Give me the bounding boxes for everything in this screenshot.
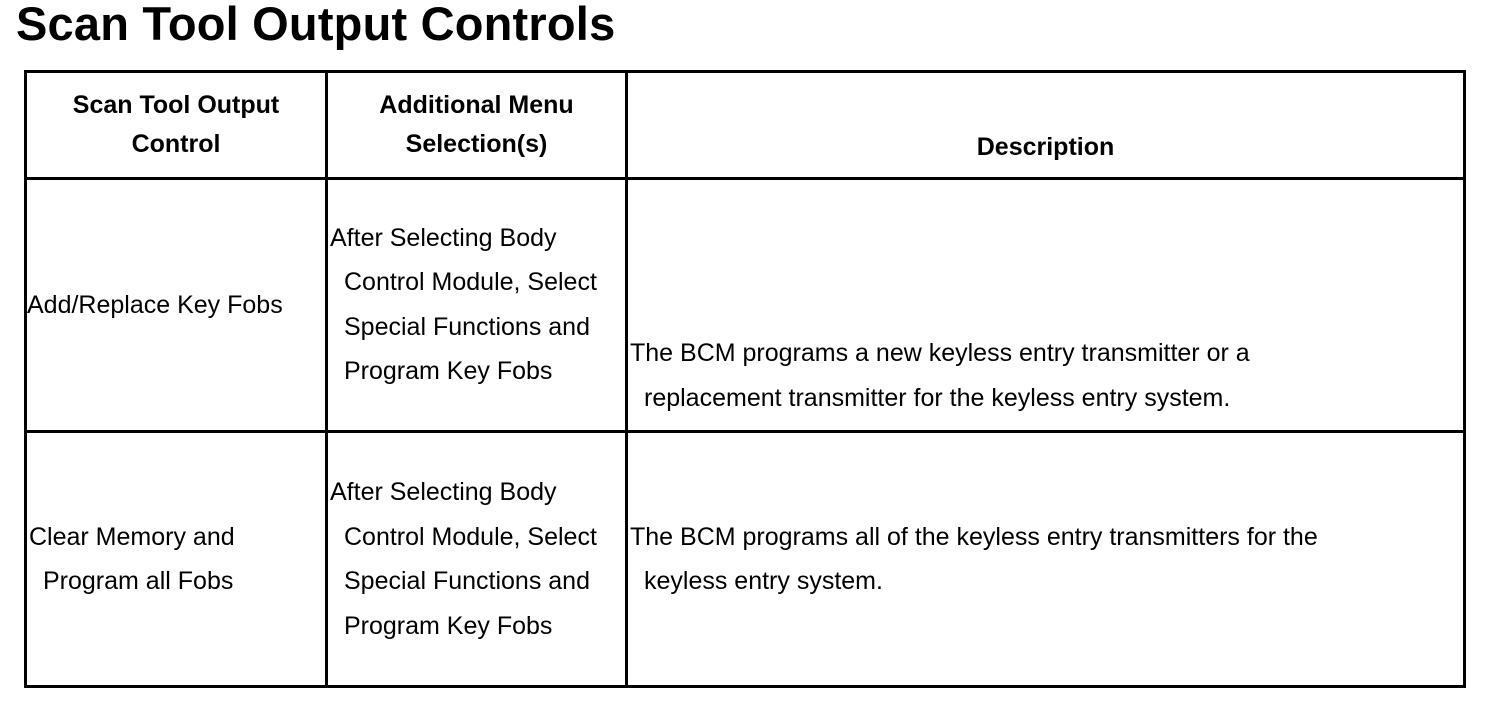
column-header-description: Description xyxy=(627,72,1465,179)
page-title: Scan Tool Output Controls xyxy=(16,0,616,50)
cell-control: Add/Replace Key Fobs xyxy=(26,178,327,432)
column-header-menu: Additional Menu Selection(s) xyxy=(327,72,627,179)
column-header-control: Scan Tool Output Control xyxy=(26,72,327,179)
table-header-row xyxy=(26,72,1465,179)
cell-control: Clear Memory and Program all Fobs xyxy=(26,432,327,687)
cell-menu: After Selecting Body Control Module, Select Special Functions and Program Key Fobs xyxy=(327,178,627,432)
table-row xyxy=(26,432,1465,687)
output-controls-table xyxy=(24,70,1466,688)
cell-description: The BCM programs a new keyless entry transmitter or a replacement transmitter for the keyless entry system. xyxy=(627,178,1465,432)
table-row xyxy=(26,178,1465,432)
cell-menu: After Selecting Body Control Module, Select Special Functions and Program Key Fobs xyxy=(327,432,627,687)
cell-description: The BCM programs all of the keyless entry transmitters for the keyless entry system. xyxy=(627,432,1465,687)
